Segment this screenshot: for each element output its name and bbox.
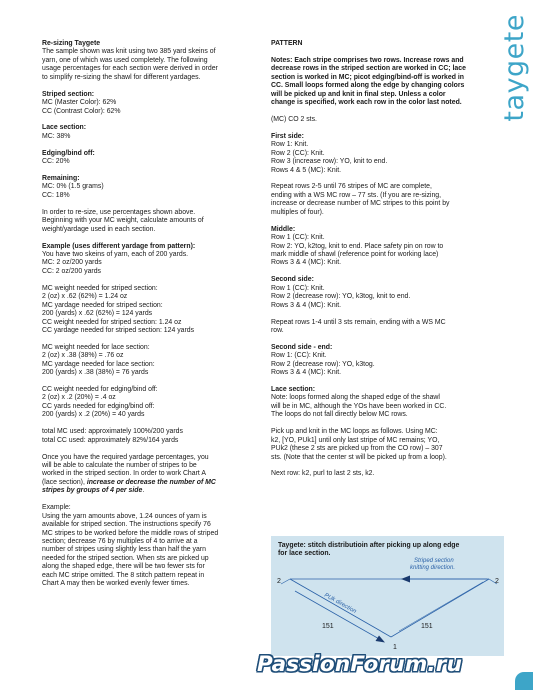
bracket-line	[399, 582, 483, 631]
row-line: Row 1: (CC): Knit.	[271, 352, 327, 360]
first-side	[271, 133, 497, 175]
lace-heading: Lace section:	[42, 124, 87, 132]
resize-body-line: yarn, one of which was used completely. The following	[42, 56, 208, 64]
example-line: CC: 2 oz/200 yards	[42, 267, 101, 275]
arrowhead-icon	[401, 576, 410, 583]
striped-heading: Striped section:	[42, 90, 95, 98]
row-line: Row 3 (increase row): YO, knit to end.	[271, 158, 388, 166]
calc-line: MC weight needed for striped section:	[42, 284, 158, 292]
diagram-title-line: Taygete: stitch distributioin after picking up along edge	[278, 542, 460, 549]
pickup-line: sts. (Note that the center st will be picked up from a loop).	[271, 453, 447, 461]
repeat-paragraph	[271, 183, 497, 217]
lace-mc: MC: 38%	[42, 132, 71, 140]
pickup-line: Pick up and knit in the MC loops as follows. Using MC:	[271, 428, 438, 436]
stripes-line: Once you have the required yardage percentages, you	[42, 453, 209, 461]
calc-line: CC weight needed for edging/bind off:	[42, 386, 158, 394]
diagram-graphic	[271, 536, 504, 656]
bracket-line	[295, 582, 381, 631]
stitch-distribution-diagram	[271, 536, 504, 656]
right-side-count: 151	[421, 623, 433, 630]
repeat-line: row.	[271, 326, 284, 334]
middle-heading: Middle:	[271, 225, 296, 233]
resize-section	[42, 40, 250, 82]
repeat-line: increase or decrease number of MC stripes to this point by	[271, 200, 450, 208]
page-corner-tab	[515, 672, 533, 690]
remaining-cc: CC: 18%	[42, 191, 70, 199]
pattern-notes	[271, 57, 497, 108]
example2-line: needed for the striped section. When sts are picked up	[42, 554, 209, 562]
lace-line: will be in MC, although the YOs have been worked in CC.	[271, 402, 447, 410]
total-line: total MC used: approximately 100%/200 yards	[42, 428, 183, 436]
sidebar-title: taygete	[499, 14, 530, 122]
lace-calculation	[42, 344, 250, 378]
stripes-line: (lace section),	[42, 478, 87, 486]
example2-line: along the shaped edge, there will be two fewer sts for	[42, 563, 205, 571]
example-section	[42, 243, 250, 277]
row-line: Rows 3 & 4 (MC): Knit.	[271, 369, 342, 377]
row-line: Row 1 (CC): Knit.	[271, 234, 325, 242]
striped-usage	[42, 91, 250, 116]
example-heading: Example (uses different yardage from pattern):	[42, 242, 196, 250]
watermark-logo: PassionForum.ru	[257, 652, 463, 677]
row-line: Row 2 (CC): Knit.	[271, 149, 325, 157]
example-line: You have two skeins of yarn, each of 200 yards.	[42, 250, 189, 258]
stripes-end: .	[142, 487, 145, 495]
calc-line: 2 (oz) x .62 (62%) = 1.24 oz	[42, 293, 128, 301]
striped-calculation	[42, 285, 250, 336]
row-line: Rows 3 & 4 (MC): Knit.	[271, 259, 342, 267]
pickup-line: k2, [YO, PUk1] until only last stripe of MC remains; YO,	[271, 436, 440, 444]
notes-line: change is specified, work each row in the color last noted.	[271, 99, 462, 107]
edging-calculation	[42, 386, 250, 420]
cast-on	[271, 116, 497, 124]
repeat-line: ending with a WS MC row – 77 sts. (If you are re-sizing,	[271, 191, 442, 199]
next-row	[271, 470, 497, 478]
lace-section-heading: Lace section:	[271, 386, 316, 394]
next-row-line: Next row: k2, purl to last 2 sts, k2.	[271, 470, 375, 478]
resize-instruction-line: weight/yardage used in each section.	[42, 225, 156, 233]
left-end-count: 2	[277, 578, 281, 585]
second-side-heading: Second side:	[271, 276, 314, 284]
stripes-emphasis: stripes by groups of 4 per side	[42, 487, 143, 495]
row-line: Row 1: Knit.	[271, 141, 309, 149]
notes-line: decrease rows in the striped section are worked in CC; lace	[271, 65, 466, 73]
striped-label: knitting direction.	[410, 565, 456, 571]
stripes-line-mixed	[42, 479, 250, 487]
pickup-paragraph	[271, 428, 497, 462]
diagram-title-line: for lace section.	[278, 550, 331, 558]
notes-line: Notes: Each stripe comprises two rows. Increase rows and	[271, 56, 464, 64]
example2-line: each MC stripe omitted. The 8 stitch pattern repeat in	[42, 571, 205, 579]
striped-cc: CC (Contrast Color): 62%	[42, 107, 121, 115]
stripes-line: will be able to calculate the number of stripes to be	[42, 461, 197, 469]
calc-line: MC yardage needed for lace section:	[42, 360, 155, 368]
example2-line: MC stripes to be worked before the middle rows of striped	[42, 529, 219, 537]
remaining-heading: Remaining:	[42, 175, 80, 182]
calc-line: CC weight needed for striped section: 1.24 oz	[42, 318, 182, 326]
right-end-count: 2	[495, 578, 499, 585]
remaining-usage	[42, 175, 250, 200]
row-line: mark middle of shawl (reference point for working lace)	[271, 251, 439, 259]
resize-instruction-line: In order to re-size, use percentages shown above.	[42, 208, 196, 216]
calc-line: CC yards needed for edging/bind off:	[42, 402, 155, 410]
pickup-line: PUk2 (these 2 sts are picked up from the CO row) – 307	[271, 445, 443, 453]
calc-line: 200 (yards) x .62 (62%) = 124 yards	[42, 310, 153, 318]
edging-usage	[42, 150, 250, 167]
shawl-right-edge	[391, 579, 489, 637]
row-line: Row 2 (decrease row): YO, k3tog, knit to end.	[271, 293, 411, 301]
row-line: Row 1 (CC): Knit.	[271, 284, 325, 292]
example2-label: Example:	[42, 504, 71, 512]
edging-heading: Edging/bind off:	[42, 149, 95, 157]
example2-line: Using the yarn amounts above, 1.24 ounces of yarn is	[42, 512, 207, 520]
row-line: Rows 3 & 4 (MC): Knit.	[271, 301, 342, 309]
stripes-line: worked in the striped section. In order to work Chart A	[42, 470, 206, 478]
lace-line: The loops do not fall directly below MC rows.	[271, 411, 408, 419]
first-side-heading: First side:	[271, 132, 304, 140]
resize-body-line: usage percentages for each section were derived in order	[42, 65, 218, 73]
bracket-tick	[281, 579, 290, 584]
remaining-mc: MC: 0% (1.5 grams)	[42, 183, 104, 191]
calc-line: 200 (yards) x .38 (38%) = 76 yards	[42, 369, 149, 377]
repeat-line: Repeat rows 2-5 until 76 stripes of MC are complete,	[271, 183, 432, 191]
lace-line: Note: loops formed along the shaped edge of the shawl	[271, 394, 440, 402]
lace-usage	[42, 124, 250, 141]
example2-line: Chart A may then be worked evenly fewer times.	[42, 580, 190, 588]
resize-instruction-line: Beginning with your MC weight, calculate amounts of	[42, 217, 204, 225]
calc-line: CC yardage needed for striped section: 124 yards	[42, 326, 195, 334]
totals	[42, 428, 250, 445]
striped-mc: MC (Master Color): 62%	[42, 99, 117, 107]
stripes-emphasis: increase or decrease the number of MC	[86, 478, 216, 486]
resize-body-line: to simplify re-sizing the shawl for different yardages.	[42, 73, 201, 81]
calc-line: 2 (oz) x .38 (38%) = .76 oz	[42, 352, 124, 360]
middle	[271, 226, 497, 268]
cast-on-line: (MC) CO 2 sts.	[271, 115, 317, 123]
notes-line: section is worked in MC; picot edging/bind-off is worked in	[271, 73, 464, 81]
notes-line: CC. Small loops formed along the edge by changing colors	[271, 82, 465, 90]
row-line: Row 2 (decrease row): YO, k3tog.	[271, 360, 375, 368]
second-end-heading: Second side - end:	[271, 343, 333, 351]
calc-line: MC yardage needed for striped section:	[42, 301, 163, 309]
striped-label: Striped section	[414, 558, 454, 564]
stripes-paragraph	[42, 454, 250, 496]
calc-line: 2 (oz) x .2 (20%) = .4 oz	[42, 394, 116, 402]
pickup-direction-label: PUk direction	[323, 592, 358, 616]
notes-line: will be picked up and knit in final step. Unless a color	[271, 90, 446, 98]
edging-cc: CC: 20%	[42, 158, 70, 166]
second-side	[271, 276, 497, 310]
left-side-count: 151	[322, 623, 334, 630]
lace-section	[271, 386, 497, 420]
example-line: MC: 2 oz/200 yards	[42, 259, 102, 267]
arrowhead-icon	[376, 636, 386, 643]
resize-instructions	[42, 209, 250, 234]
repeat-line: multiples of four).	[271, 208, 324, 216]
sidebar-title-tab	[497, 0, 533, 160]
stripes-line-mixed	[42, 487, 250, 495]
total-line: total CC used: approximately 82%/164 yards	[42, 436, 179, 444]
example2-line: number of stripes using slightly less than half the yarn	[42, 546, 206, 554]
repeat-line: Repeat rows 1-4 until 3 sts remain, ending with a WS MC	[271, 318, 446, 326]
example2-line: available for striped section. The instructions specify 76	[42, 521, 211, 529]
left-column	[42, 40, 250, 589]
center-count: 1	[393, 644, 397, 651]
resize-heading: Re-sizing Taygete	[42, 40, 101, 47]
calc-line: MC weight needed for lace section:	[42, 343, 150, 351]
example2-line: section; decrease 76 by multiples of 4 to arrive at a	[42, 537, 198, 545]
example2-section	[42, 504, 250, 589]
calc-line: 200 (yards) x .2 (20%) = 40 yards	[42, 411, 145, 419]
pattern-heading-block	[271, 40, 497, 48]
right-column	[271, 40, 497, 479]
row-line: Rows 4 & 5 (MC): Knit.	[271, 166, 342, 174]
second-side-end	[271, 344, 497, 378]
resize-body-line: The sample shown was knit using two 385 yard skeins of	[42, 48, 216, 56]
repeat2-paragraph	[271, 319, 497, 336]
row-line: Row 2: YO, k2tog, knit to end. Place safety pin on row to	[271, 242, 444, 250]
pattern-heading: PATTERN	[271, 40, 303, 47]
